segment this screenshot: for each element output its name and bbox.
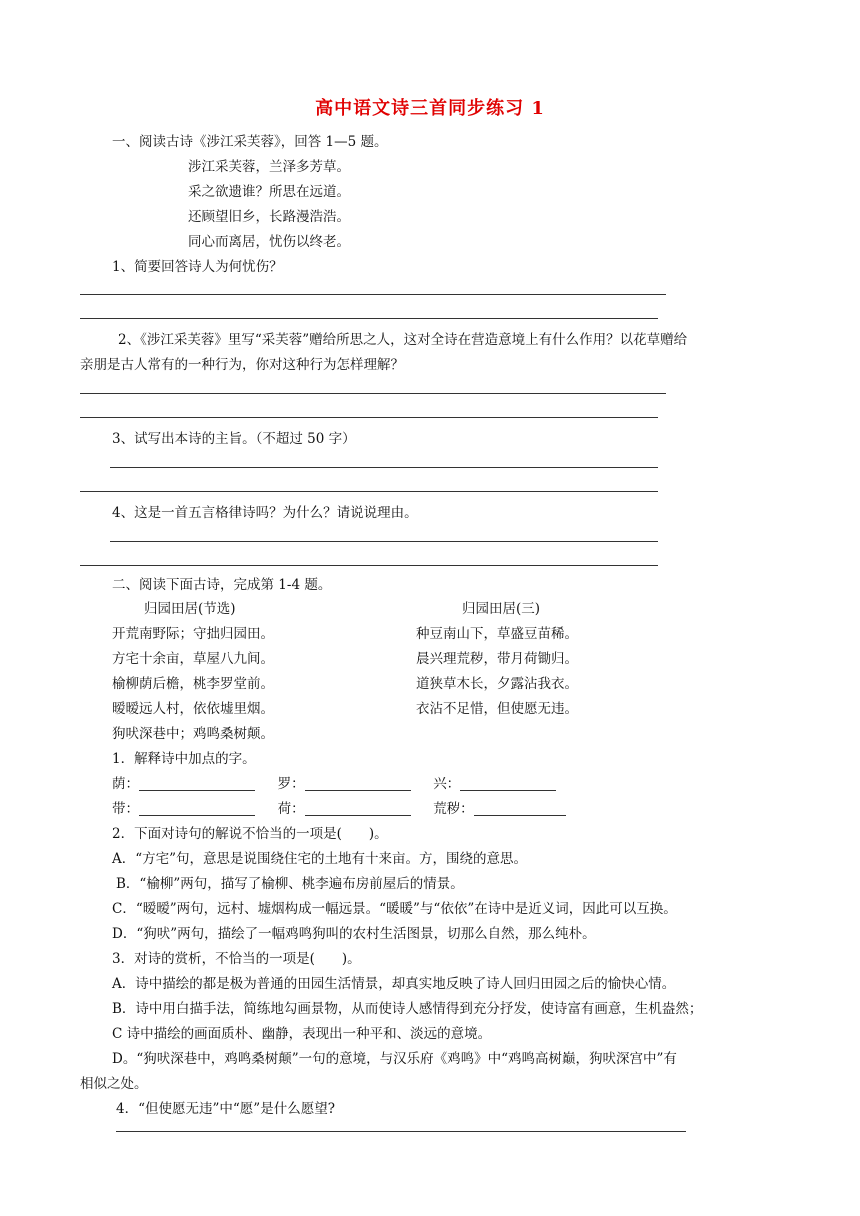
question-2-line1: 2、《涉江采芙蓉》里写“采芙蓉”赠给所思之人，这对全诗在营造意境上有什么作用？以花草赠给 [118, 332, 688, 348]
poem-left-line: 方宅十余亩，草屋八九间。 [112, 651, 274, 667]
answer-blank[interactable] [460, 776, 556, 791]
answer-line[interactable] [80, 417, 658, 418]
answer-blank[interactable] [139, 776, 255, 791]
answer-blank[interactable] [139, 801, 255, 816]
blank-row [112, 774, 556, 794]
answer-blank[interactable] [305, 801, 411, 816]
page-title: 高中语文诗三首同步练习 1 [315, 98, 545, 119]
poem-left-line: 暧暧远人村，依依墟里烟。 [112, 701, 274, 717]
poem-left-line: 开荒南野际；守拙归园田。 [112, 626, 274, 642]
answer-line[interactable] [110, 467, 658, 468]
question-2-line2: 亲朋是古人常有的一种行为，你对这种行为怎样理解？ [80, 357, 404, 373]
option-a: A．诗中描绘的都是极为普通的田园生活情景，却真实地反映了诗人回归田园之后的愉快心情。 [112, 976, 676, 992]
answer-line[interactable] [110, 541, 658, 542]
option-b: B．诗中用白描手法，简练地勾画景物，从而使诗人感情得到充分抒发，使诗富有画意，生机盎然； [112, 1001, 703, 1017]
answer-line[interactable] [80, 491, 658, 492]
answer-blank[interactable] [305, 776, 411, 791]
poem-right-line: 种豆南山下，草盛豆苗稀。 [416, 626, 578, 642]
part2-question-1: 1．解释诗中加点的字。 [112, 751, 256, 767]
poem-right-line: 道狭草木长，夕露沾我衣。 [416, 676, 578, 692]
option-a: A．“方宅”句，意思是说围绕住宅的土地有十来亩。方，围绕的意思。 [112, 851, 528, 867]
part1-heading: 一、阅读古诗《涉江采芙蓉》，回答 1—5 题。 [112, 134, 388, 150]
blank-label: 带： [112, 801, 139, 817]
answer-blank[interactable] [474, 801, 566, 816]
poem-line: 采之欲遗谁？所思在远道。 [188, 184, 350, 200]
blank-label: 罗： [277, 776, 305, 792]
blank-label: 荫： [112, 776, 139, 792]
part2-question-2: 2．下面对诗句的解说不恰当的一项是( )。 [112, 826, 388, 842]
question-3: 3、试写出本诗的主旨。（不超过 50 字） [112, 431, 356, 447]
question-1: 1、简要回答诗人为何忧伤？ [112, 259, 283, 275]
poem-left-line: 榆柳荫后檐，桃李罗堂前。 [112, 676, 274, 692]
part2-question-3: 3．对诗的赏析，不恰当的一项是( )。 [112, 951, 361, 967]
poem-right-line: 晨兴理荒秽，带月荷锄归。 [416, 651, 578, 667]
poem-left-line: 狗吠深巷中；鸡鸣桑树颠。 [112, 726, 274, 742]
poem-right-line: 衣沾不足惜，但使愿无违。 [416, 701, 578, 717]
part2-heading: 二、阅读下面古诗，完成第 1-4 题。 [112, 577, 332, 593]
answer-line[interactable] [116, 1131, 686, 1132]
question-4: 4、这是一首五言格律诗吗？为什么？请说说理由。 [112, 505, 418, 521]
poem-line: 还顾望旧乡，长路漫浩浩。 [188, 209, 350, 225]
blank-row [112, 799, 566, 819]
option-c: C．“暧暧”两句，远村、墟烟构成一幅远景。“暖暖”与“依依”在诗中是近义词，因此可以互换。 [112, 901, 677, 917]
blank-label: 荷： [277, 801, 305, 817]
option-d-line1: D。“狗吠深巷中，鸡鸣桑树颠”一句的意境，与汉乐府《鸡鸣》中“鸡鸣高树巅，狗吠深宫中”有 [112, 1051, 677, 1067]
option-d-line2: 相似之处。 [80, 1076, 148, 1092]
poem-right-title: 归园田居(三) [462, 601, 541, 617]
option-d: D．“狗吠”两句，描绘了一幅鸡鸣狗叫的农村生活图景，切那么自然，那么纯朴。 [112, 926, 596, 942]
option-b: B．“榆柳”两句，描写了榆柳、桃李遍布房前屋后的情景。 [116, 876, 464, 892]
answer-line[interactable] [80, 294, 666, 295]
poem-line: 涉江采芙蓉，兰泽多芳草。 [188, 159, 350, 175]
option-c: C 诗中描绘的画面质朴、幽静，表现出一种平和、淡远的意境。 [112, 1026, 492, 1042]
poem-line: 同心而离居，忧伤以终老。 [188, 234, 350, 250]
blank-label: 兴： [433, 776, 461, 792]
answer-line[interactable] [80, 318, 658, 319]
answer-line[interactable] [80, 565, 658, 566]
part2-question-4: 4．“但使愿无违”中“愿”是什么愿望? [116, 1101, 335, 1117]
answer-line[interactable] [80, 393, 666, 394]
poem-left-title: 归园田居(节选) [144, 601, 236, 617]
blank-label: 荒秽： [433, 801, 474, 817]
